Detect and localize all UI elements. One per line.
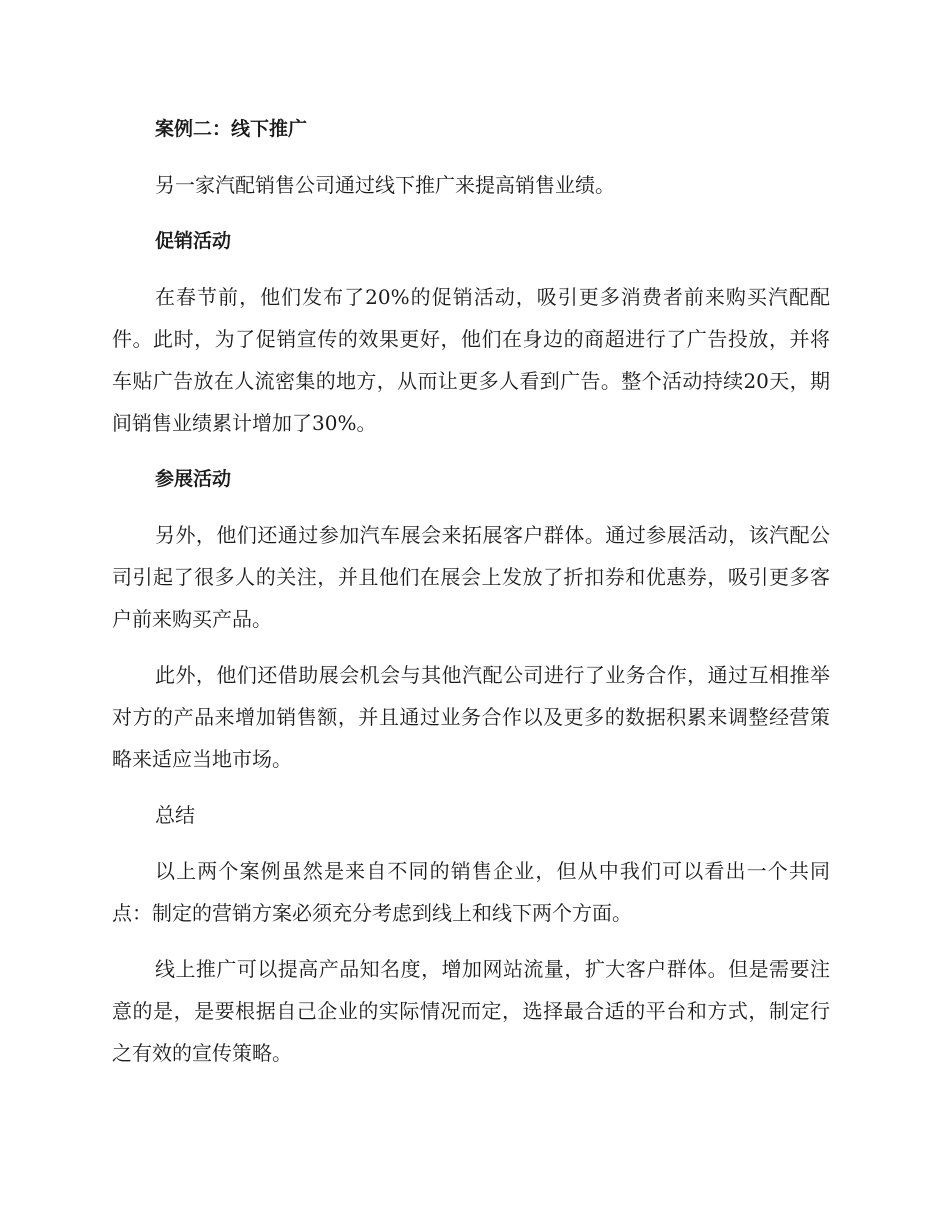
case2-heading: 案例二：线下推广 [155, 118, 308, 140]
summary-heading: 总结 [155, 803, 195, 827]
promo-heading: 促销活动 [155, 230, 232, 252]
expo-paragraph-1: 另外，他们还通过参加汽车展会来拓展客户群体。通过参展活动，该汽配公司引起了很多人的关注，并且他们在展会上发放了折扣券和优惠券，吸引更多客户前来购买产品。 [112, 523, 830, 631]
intro-paragraph: 另一家汽配销售公司通过线下推广来提高销售业绩。 [155, 173, 615, 197]
expo-paragraph-2: 此外，他们还借助展会机会与其他汽配公司进行了业务合作，通过互相推举对方的产品来增加销售额，并且通过业务合作以及更多的数据积累来调整经营策略来适应当地市场。 [112, 663, 830, 771]
summary-paragraph-1: 以上两个案例虽然是来自不同的销售企业，但从中我们可以看出一个共同点：制定的营销方案必须充分考虑到线上和线下两个方面。 [112, 859, 830, 925]
summary-paragraph-2: 线上推广可以提高产品知名度，增加网站流量，扩大客户群体。但是需要注意的是，是要根据自己企业的实际情况而定，选择最合适的平台和方式，制定行之有效的宣传策略。 [112, 957, 830, 1065]
promo-paragraph: 在春节前，他们发布了20%的促销活动，吸引更多消费者前来购买汽配配件。此时，为了促销宣传的效果更好，他们在身边的商超进行了广告投放，并将车贴广告放在人流密集的地方，从而让更多人看到广告。整个活动持续20天，期间销售业绩累计增加了30%。 [112, 285, 830, 435]
document-page [112, 108, 830, 1088]
expo-heading: 参展活动 [155, 468, 232, 490]
